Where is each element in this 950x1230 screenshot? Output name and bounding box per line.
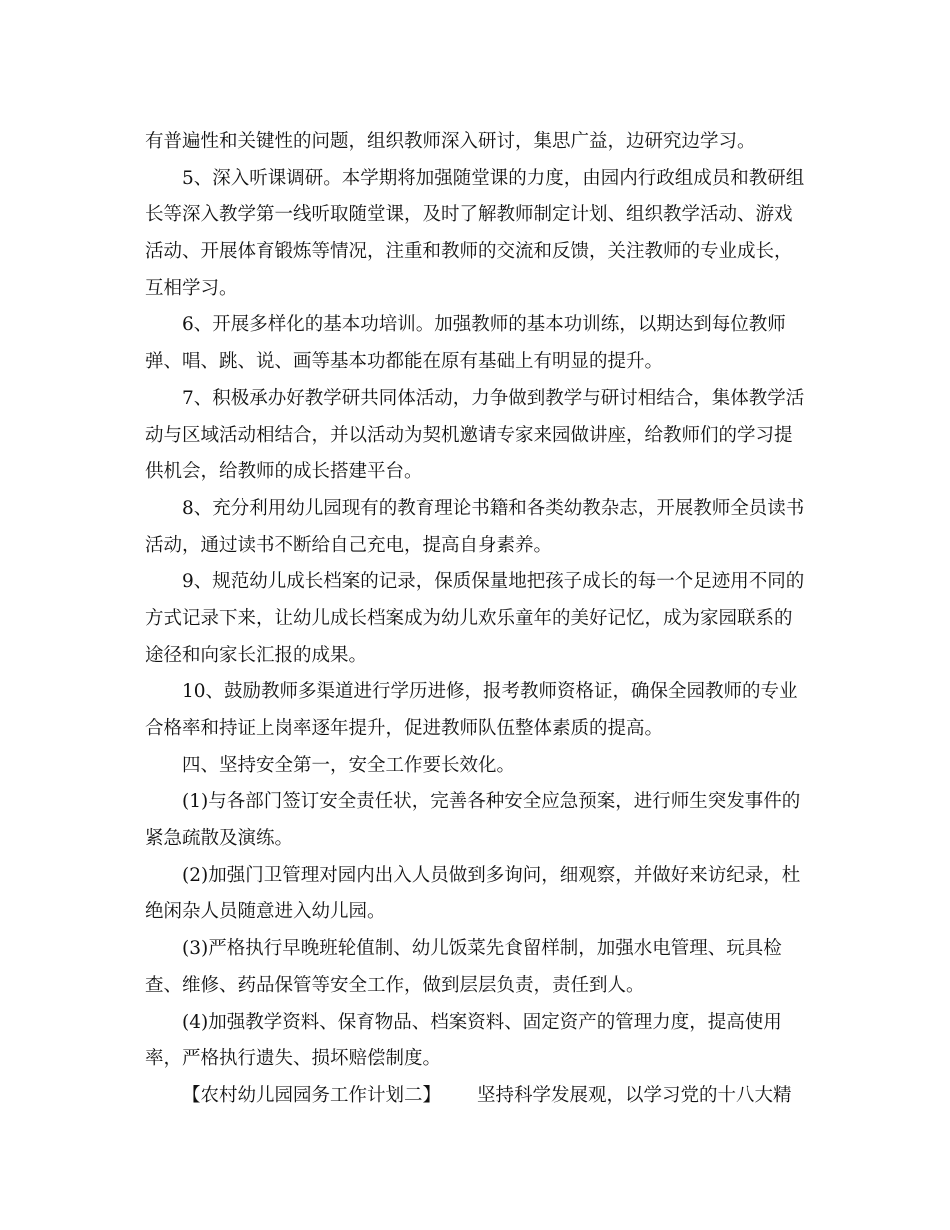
paragraph-line: 合格率和持证上岗率逐年提升，促进教师队伍整体素质的提高。 — [145, 718, 664, 739]
paragraph-line: 方式记录下来，让幼儿成长档案成为幼儿欢乐童年的美好记忆，成为家园联系的 — [145, 607, 793, 629]
paragraph-line: 7、积极承办好教学研共同体活动，力争做到教学与研讨相结合，集体教学活 — [182, 387, 805, 409]
plan-two-text: 坚持科学发展观，以学习党的十八大精 — [477, 1084, 792, 1106]
plan-two-heading: 【农村幼儿园园务工作计划二】 — [182, 1084, 442, 1106]
paragraph-line: 弹、唱、跳、说、画等基本功都能在原有基础上有明显的提升。 — [145, 351, 664, 373]
paragraph-line: 动与区域活动相结合，并以活动为契机邀请专家来园做讲座，给教师们的学习提 — [145, 424, 793, 446]
document-body — [145, 124, 810, 1115]
paragraph-line: 率，严格执行遗失、损坏赔偿制度。 — [145, 1048, 442, 1070]
paragraph-line: 途径和向家长汇报的成果。 — [145, 644, 368, 666]
paragraph-line: 绝闲杂人员随意进入幼儿园。 — [145, 901, 386, 923]
paragraph-line: 有普遍性和关键性的问题，组织教师深入研讨，集思广益，边研究边学习。 — [145, 131, 756, 152]
paragraph-line: 8、充分利用幼儿园现有的教育理论书籍和各类幼教杂志，开展教师全员读书 — [182, 497, 805, 519]
paragraph-line: 活动、开展体育锻炼等情况，注重和教师的交流和反馈，关注教师的专业成长， — [145, 241, 793, 263]
paragraph-line: 5、深入听课调研。本学期将加强随堂课的力度，由园内行政组成员和教研组 — [182, 167, 805, 189]
paragraph-line: (1)与各部门签订安全责任状，完善各种安全应急预案，进行师生突发事件的 — [182, 791, 801, 813]
paragraph-line: 活动，通过读书不断给自己充电，提高自身素养。 — [145, 534, 553, 556]
plan-two-line — [145, 1078, 810, 1115]
paragraph-line: 查、维修、药品保管等安全工作，做到层层负责，责任到人。 — [145, 974, 645, 996]
paragraph-line: 互相学习。 — [145, 277, 238, 299]
paragraph-line: (3)严格执行早晚班轮值制、幼儿饭菜先食留样制，加强水电管理、玩具检 — [182, 938, 782, 960]
paragraph-line: 6、开展多样化的基本功培训。加强教师的基本功训练，以期达到每位教师 — [182, 314, 786, 336]
paragraph-line: 供机会，给教师的成长搭建平台。 — [145, 461, 423, 483]
paragraph-line: (2)加强门卫管理对园内出入人员做到多询问，细观察，并做好来访纪录，杜 — [182, 864, 801, 886]
paragraph-line: 10、鼓励教师多渠道进行学历进修，报考教师资格证，确保全园教师的专业 — [182, 681, 798, 703]
paragraph-line: 紧急疏散及演练。 — [145, 828, 294, 850]
paragraph-line: (4)加强教学资料、保育物品、档案资料、固定资产的管理力度，提高使用 — [182, 1011, 782, 1033]
paragraph-line: 长等深入教学第一线听取随堂课，及时了解教师制定计划、组织教学活动、游戏 — [145, 204, 793, 226]
section-heading: 四、坚持安全第一，安全工作要长效化。 — [182, 754, 516, 776]
paragraph-line: 9、规范幼儿成长档案的记录，保质保量地把孩子成长的每一个足迹用不同的 — [182, 571, 805, 593]
